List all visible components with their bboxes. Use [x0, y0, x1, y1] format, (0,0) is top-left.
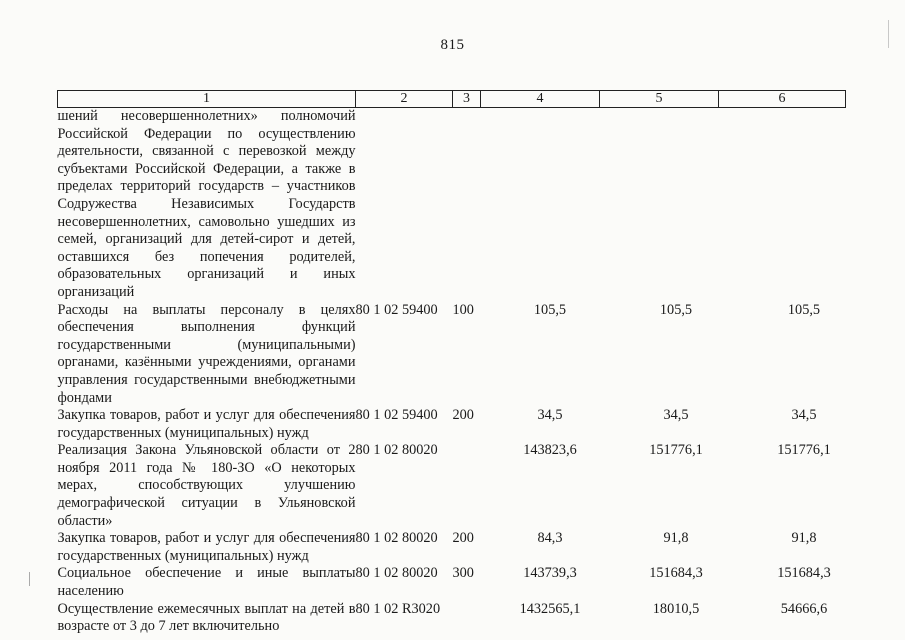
row-value-5: 105,5 [659, 301, 693, 318]
row-value-4: 143823,6 [523, 442, 577, 459]
row-name: Реализация Закона Ульяновской области от 2 ноября 2011 года № 180-ЗО «О некоторых мерах, способствующих улучшению демографической ситуации в Ульяновской области» [57, 442, 356, 529]
table-row [58, 442, 846, 530]
row-code: 80 1 02 80020 [355, 442, 438, 459]
header-col-4: 4 [481, 91, 600, 108]
scan-margin-mark [888, 20, 889, 48]
row-code: 80 1 02 59400 [355, 407, 438, 424]
table-row [58, 565, 846, 600]
table-row [58, 302, 846, 408]
row-name: Закупка товаров, работ и услуг для обеспечения государственных (муниципальных) нужд [57, 530, 356, 564]
row-value-4: 84,3 [537, 530, 563, 547]
row-value-4 [481, 108, 600, 302]
row-code: 80 1 02 R3020 [355, 600, 441, 617]
row-value-5 [600, 108, 719, 302]
row-type [453, 442, 481, 530]
row-code: 80 1 02 59400 [355, 301, 438, 318]
row-name: Социальное обеспечение и иные выплаты населению [57, 565, 356, 600]
row-value-4: 34,5 [537, 407, 563, 424]
row-value-6: 105,5 [787, 301, 821, 318]
header-col-2: 2 [356, 91, 453, 108]
row-value-4: 105,5 [533, 301, 567, 318]
header-row [58, 91, 846, 108]
row-value-5: 34,5 [663, 407, 689, 424]
header-col-5: 5 [600, 91, 719, 108]
row-value-5: 18010,5 [652, 600, 700, 617]
row-type: 100 [452, 301, 474, 318]
row-value-4: 143739,3 [523, 565, 577, 582]
row-type: 300 [452, 565, 474, 582]
row-name: Расходы на выплаты персоналу в целях обеспечения выполнения функций государственными (муниципальными) органами, казёнными учреждениями, органами управления государственными внебюджетными фондами [57, 301, 356, 406]
table-row [58, 601, 846, 636]
row-value-6: 91,8 [791, 530, 817, 547]
row-value-6: 151776,1 [777, 442, 831, 459]
table-row [58, 108, 846, 302]
page-number: 815 [440, 37, 465, 53]
row-value-6 [719, 108, 846, 302]
table-row [58, 407, 846, 442]
row-code: 80 1 02 80020 [355, 565, 438, 582]
row-value-5: 91,8 [663, 530, 689, 547]
row-type [453, 108, 481, 302]
row-name: Закупка товаров, работ и услуг для обеспечения государственных (муниципальных) нужд [57, 407, 356, 441]
row-code [356, 108, 453, 302]
table-row [58, 530, 846, 565]
row-name: Осуществление ежемесячных выплат на детей в возрасте от 3 до 7 лет включительно [57, 600, 356, 635]
row-value-4: 1432565,1 [519, 600, 581, 617]
row-type: 200 [452, 407, 474, 424]
row-value-5: 151684,3 [649, 565, 703, 582]
header-col-1: 1 [58, 91, 356, 108]
row-value-5: 151776,1 [649, 442, 703, 459]
scan-margin-mark [29, 572, 34, 586]
row-type [453, 601, 481, 636]
row-type: 200 [452, 530, 474, 547]
row-code: 80 1 02 80020 [355, 530, 438, 547]
budget-table [57, 90, 846, 636]
row-value-6: 151684,3 [777, 565, 831, 582]
row-name: шений несовершеннолетних» полномочий Российской Федерации по осуществлению деятельности, связанной с перевозкой между субъектами Российской Федерации, а также в пределах территорий государств – участников Содружества Независимых Государств несовершеннолетних, самовольно ушедших из семей, организаций для детей-сирот и детей, оставшихся без попечения родителей, образовательных организаций и иных организаций [57, 108, 356, 300]
header-col-3: 3 [453, 91, 481, 108]
row-value-6: 54666,6 [780, 600, 828, 617]
header-col-6: 6 [719, 91, 846, 108]
row-value-6: 34,5 [791, 407, 817, 424]
